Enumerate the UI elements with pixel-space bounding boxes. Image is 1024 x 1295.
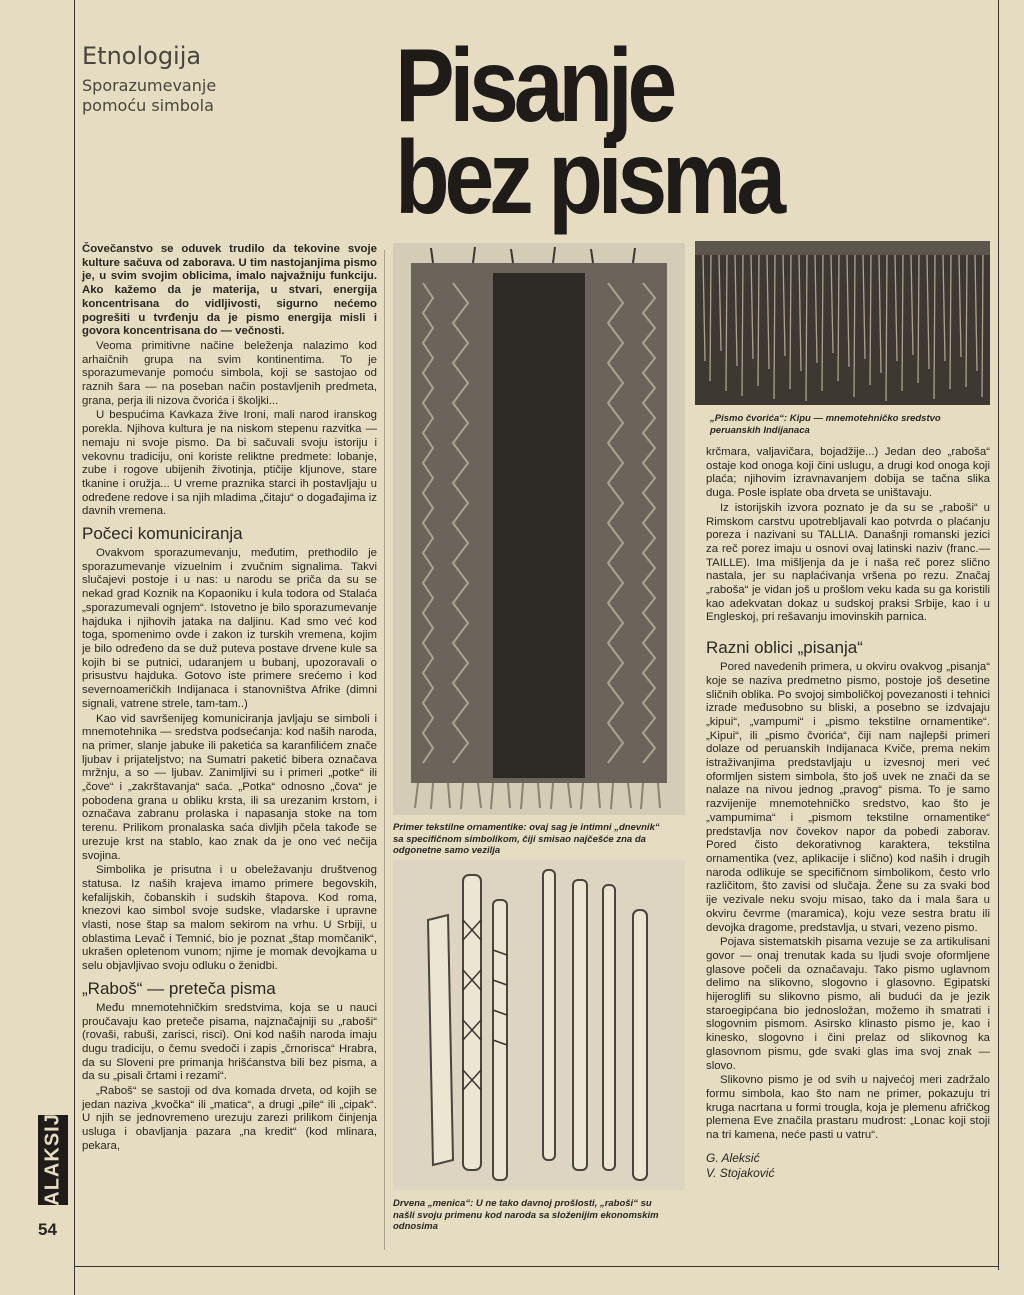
body-paragraph: Veoma primitivne načine beleženja nalazimo kod arhaičnih grupa na svim kontinentima. To je sporazumevanje pomoću simbola, koji se sastojao od raznih šara — na poseban način postavljenih predmeta, grana, perja ili nizova čvorića i školjki...	[82, 339, 377, 407]
body-paragraph: Simbolika je prisutna i u obeležavanju društvenog statusa. Iz naših krajeva imamo primere begovskih, kefalijskih, čobanskih i sudskih štapova. Kod roma, knezovi kao simbol svoje sudske, vladarske i upravne vlasti, nose štap sa malom sekirom na vrhu. U Srbiji, u oblastima Levač i Temnić, bio je poznat „štap momčanik“, ukrašen opletenom vunom; njime je momak devojkama u selu objavljivao svoju odluku o ženidbi.	[82, 864, 377, 973]
headline-line-1: Pisanje	[395, 28, 673, 144]
caption-textile: Primer tekstilne ornamentike: ovaj sag je intimni „dnevnik“ sa specifičnom simbolikom, čiji smisao najčešće zna da odgonetne samo vezilja	[393, 822, 660, 856]
body-paragraph: „Raboš“ se sastoji od dva komada drveta, od kojih se jedan naziva „kvočka“ ili „matica“, a drugi „pile“ ili „cipak“. U njih se jednovremeno urezuju zarezi prilikom činjenja usluga i obavljanja pazara „na kredit“ (kod mlinara, pekara,	[82, 1085, 377, 1152]
body-paragraph: Iz istorijskih izvora poznato je da su se „raboši“ u Rimskom carstvu upotrebljavali kao potvrda o plaćanju poreza i nazivani su TALLIA. Današnji romanski jezici za reč porez imaju u osnovi ovaj latinski naziv (franc.— TAILLE). Ima mišljenja da je i naša reč porez slično nastala, jer su naplaćivanja vršena po rezu. Značaj „raboša“ je vidan još u prošlom veku kada su ga koristili kao adekvatan dokaz u sudskoj praksi Srbije, kao i u Engleskoj, pri rešavanju imovinskih parnica.	[706, 501, 990, 624]
headline	[395, 28, 782, 236]
body-paragraph: Pojava sistematskih pisama vezuje se za artikulisani govor — onaj trenutak kada su ljudi svoje oformljene glasove počeli da označavaju. Tako pismo uglavnom delimo na slikovno, slogovno i glasovno. Egipatski hijeroglifi su slikovno pismo, ali budući da je jezik staroegipćana bio jednosložan, možemo ih smatrati i slogovnim pismom. Asirsko klinasto pismo je, kao i kinesko, slogovno i čini prelaz od slikovnog ka glasovnom pismu, gde svaki glas ima svoj znak — slovo.	[706, 936, 990, 1072]
headline-line-2: bez pisma	[395, 120, 782, 236]
sticks-photo	[393, 860, 685, 1190]
column-rule-1	[384, 250, 385, 1250]
caption-kipu: „Pismo čvorića“: Kipu — mnemotehničko sredstvo peruanskih Indijanaca	[710, 413, 941, 436]
author-2: V. Stojaković	[706, 1165, 775, 1180]
body-paragraph: Slikovno pismo je od svih u najvećoj meri zadržalo formu simbola, kao što nam ne primer, pokazuju tri kruga nacrtana u formi trougla, koja je plemenu afričkog plemena Eve značila prastaru mudrost: „Lonac koji stoji na tri kamena, neće pasti u vatru“.	[706, 1074, 990, 1142]
magazine-logo	[38, 1097, 68, 1223]
section-subtitle: Sporazumevanje pomoću simbola	[82, 76, 217, 115]
authors	[706, 1151, 990, 1181]
textile-photo	[393, 243, 685, 815]
author-1: G. Aleksić	[706, 1150, 760, 1165]
magazine-name: GALAKSIJA	[41, 1097, 64, 1223]
body-paragraph: Pored navedenih primera, u okviru ovakvog „pisanja“ koje se naziva predmetno pismo, postoje još desetine sličnih oblika. Po svojoj simboličkoj povezanosti i tehnici izrade međusobno su bliski, a posebno se izdvajaju „kipui“, „vampumi“ i „pismo tekstilne ornamentike“. „Kipui“, ili „pismo čvorića“, čiji nam najlepši primeri dolaze od peruanskih Indijanaca Kviče, prema nekim istraživanjima predstavljaju u izvesnoj meri već oformljen sistem simbola, što još uvek ne znači da se nalaze na nivou jednog „pravog“ pisma. To je samo razvijenije mnemotehničko sredstvo, kao što je „vampumima“ i „pismom tekstilne ornamentike“ predstavlja nov čovekov napor da pobedi zaborav. Pored čisto dekorativnog karaktera, tekstilna ornamentika (vez, aplikacije i slično) kod naših i drugih naroda odlikuje se specifičnom simbolikom, često vrlo različitom, što zavisi od slučaja. Žene su za svaki bod ije vezivale neku svoju misao, tako da i mala šara u okviru čevrme (maramica), koju veze sestra bratu ili devojka dragome, predstavlja, u stvari, vezeno pismo.	[706, 661, 990, 934]
textile-image	[393, 243, 685, 815]
subheading-rabos: „Raboš“ — preteča pisma	[82, 978, 276, 998]
subheading-beginnings: Počeci komuniciranja	[82, 524, 243, 544]
left-rule	[74, 0, 75, 1295]
body-paragraph: krčmara, valjavičara, bojadžije...) Jedan deo „raboša“ ostaje kod onoga koji čini uslugu, a drugi kod onoga koji plaća; njihovim izravnavanjem dobija se tačna slika duga. Posle isplate oba drveta se uništavaju.	[706, 446, 990, 500]
body-paragraph: Kao vid savršenijeg komuniciranja javljaju se simboli i mnemotehnika — sredstva podsećanja: kod naših naroda, na primer, slanje jabuke ili paketića sa karanfilićem znače ljubav i prijateljstvo; na Sumatri paketić bibera označava mržnju, a so — ljubav. Zanimljivi su i primeri „potke“ ili „čove“ i „zakrštavanja“ saća. „Potka“ odnosno „čova“ je pobodena grana u obliku krsta, ili sa urezanim krstom, i označava zabranu prolaska i napasanja stoke na tom terenu. Prilikom pronalaska saća divljih pčela takođe se urezuje krst na stablo, kao znak da je ono već nečija svojina.	[82, 712, 377, 862]
kipu-photo	[695, 241, 990, 405]
body-paragraph: Među mnemotehničkim sredstvima, koja se u nauci proučavaju kao preteče pisama, najznačajniji su „raboši“ (rovaši, rabuši, zarisci, risci). Oni kod naših naroda imaju dugu tradiciju, o čemu svedoči i zapis „črnorisca“ Hrabra, da su Sloveni pre primanja hrišćanstva bili bez pisma, a da su „pisali črtami i rezami“.	[82, 1001, 377, 1083]
column-1	[82, 243, 377, 1155]
right-rule	[998, 0, 999, 1270]
lead-paragraph: Čovečanstvo se oduvek trudilo da tekovine svoje kulture sačuva od zaborava. U tim nastojanjima pismo je, u svim svojim oblicima, imalo najvažniju funkciju. Ako kažemo da je materija, u stvari, energija koncentrisana do vidljivosti, sigurno nećemo pogrešiti u tvrđenju da je pismo energija misli i govora koncentrisana do — večnosti.	[82, 243, 377, 338]
kipu-image	[695, 241, 990, 405]
caption-sticks: Drvena „menica“: U ne tako davnoj prošlosti, „raboši“ su našli svoju primenu kod naroda sa složenijim ekonomskim odnosima	[393, 1198, 659, 1232]
subheading-forms: Razni oblici „pisanja“	[706, 638, 863, 658]
bottom-rule	[74, 1266, 999, 1267]
body-paragraph: U bespućima Kavkaza žive Ironi, mali narod iranskog porekla. Njihova kultura je na niskom stepenu razvitka — nemaju ni svoje pismo. Da bi sačuvali svoju istoriju i vekovnu tradiciju, oni koriste reliktne predmete: lobanje, zube i rogove ubijenih životinja, ptičije kljunove, stare tkanine i oružja... U vreme praznika starci ih postavljaju u određene redove i sa njih mladima „čitaju“ o događajima iz davnih vremena.	[82, 409, 377, 518]
section-label: Etnologija	[82, 42, 202, 70]
page-number: 54	[38, 1220, 57, 1239]
sticks-image	[393, 860, 685, 1190]
body-paragraph: Ovakvom sporazumevanju, međutim, prethodilo je sporazumevanje vizuelnim i zvučnim signalima. Takvi slučajevi postoje i u nas: u narodu se priča da su se nekad grad Koznik na Kopaoniku i kula todora od Stalaća „sporazumevali ognjem“. Istovetno je bilo sporazumevanje hajduka i njihovih jataka na daljinu. Kad smo već kod toga, spomenimo ovde i zakon iz turskih vremena, kojim je bilo određeno da se duž puteva postave drvene kule sa kojih bi se putnici, udaranjem u bubanj, upozoravali o prisustvu hajduka. Gotovo iste primere srećemo i kod severnoameričkih Indijanaca i stanovništva Afrike (dimni signali, vatrene strele, tam-tam..)	[82, 547, 377, 710]
column-3	[706, 446, 990, 1181]
